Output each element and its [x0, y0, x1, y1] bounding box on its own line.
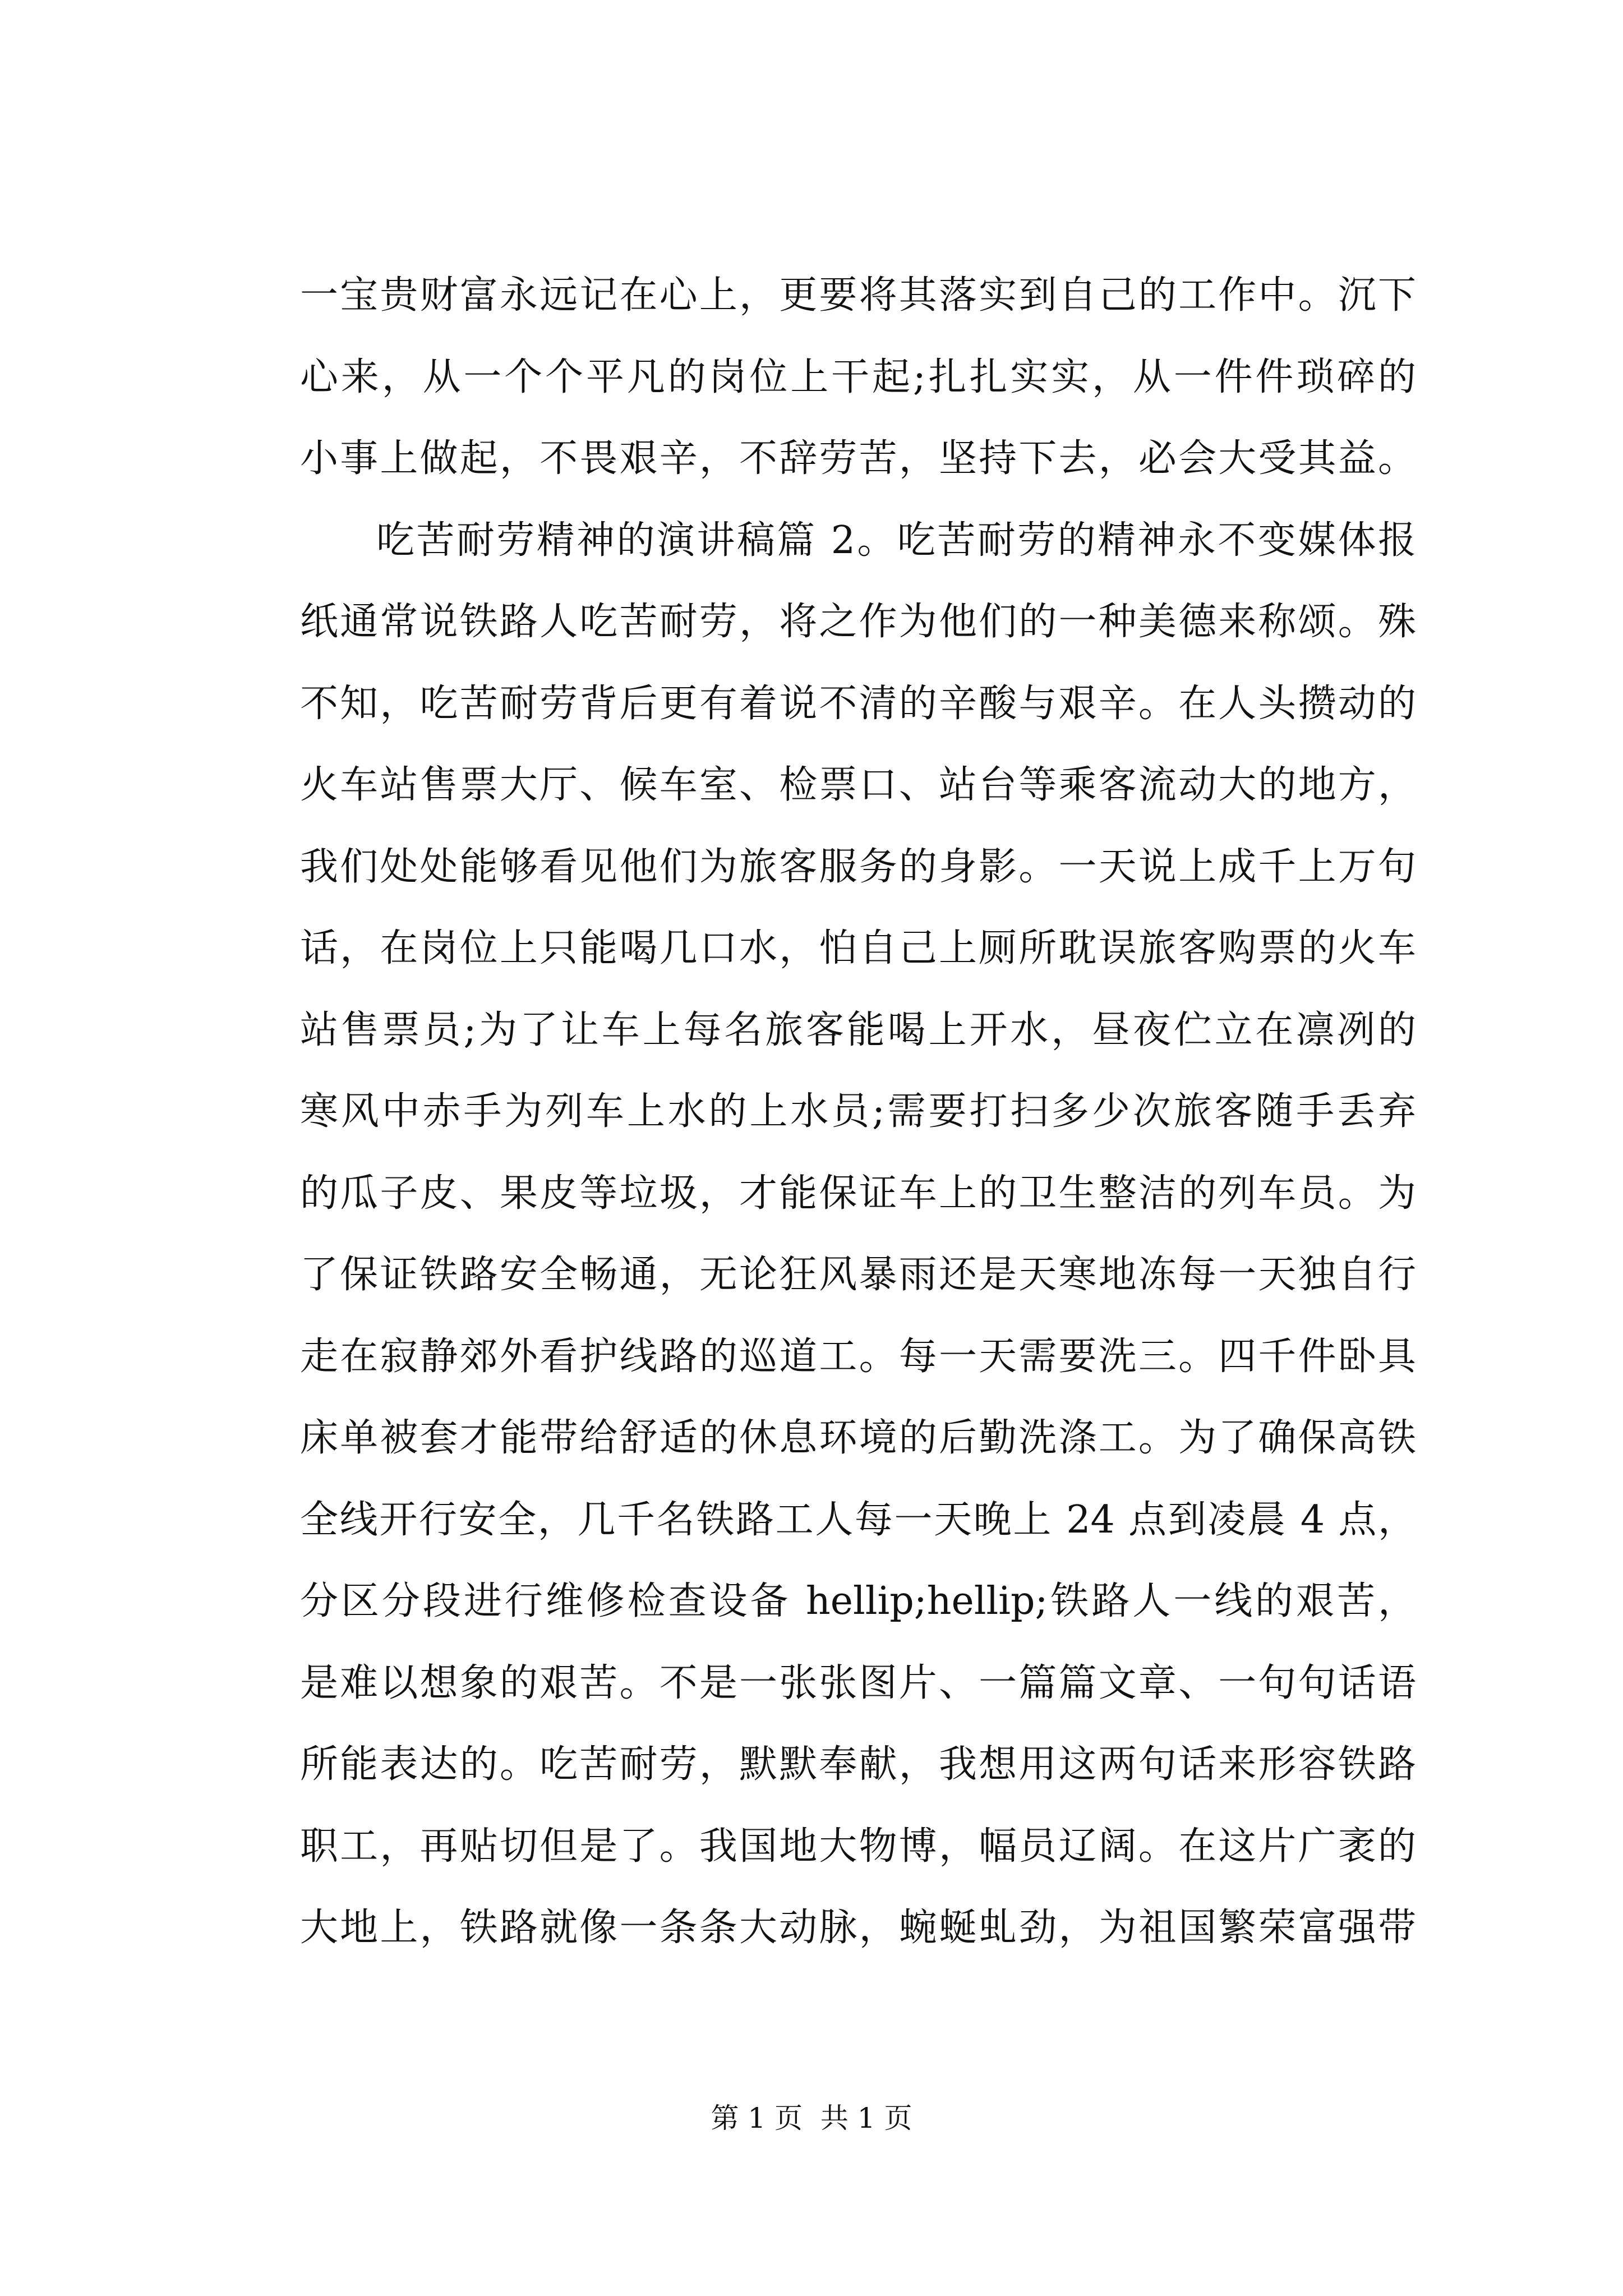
text-line: 职工，再贴切但是了。我国地大物博，幅员辽阔。在这片广袤的 [300, 1824, 1416, 1869]
text-line: 的瓜子皮、果皮等垃圾，才能保证车上的卫生整洁的列车员。为 [300, 1171, 1416, 1216]
text-line: 床单被套才能带给舒适的休息环境的后勤洗涤工。为了确保高铁 [300, 1416, 1416, 1460]
text-line: 不知，吃苦耐劳背后更有着说不清的辛酸与艰辛。在人头攒动的 [300, 681, 1416, 726]
text-line: 站售票员;为了让车上每名旅客能喝上开水，昼夜伫立在凛冽的 [300, 1007, 1416, 1052]
text-line: 了保证铁路安全畅通，无论狂风暴雨还是天寒地冻每一天独自行 [300, 1253, 1416, 1297]
text-line: 分区分段进行维修检查设备 hellip;hellip;铁路人一线的艰苦， [300, 1579, 1416, 1623]
text-line: 小事上做起，不畏艰辛，不辞劳苦，坚持下去，必会大受其益。 [300, 436, 1416, 481]
text-line: 一宝贵财富永远记在心上，更要将其落实到自己的工作中。沉下 [300, 273, 1416, 318]
text-line: 火车站售票大厅、候车室、检票口、站台等乘客流动大的地方， [300, 763, 1416, 807]
text-line: 是难以想象的艰苦。不是一张张图片、一篇篇文章、一句句话语 [300, 1660, 1416, 1705]
page-number-footer: 第 1 页 共 1 页 [711, 2102, 912, 2134]
paragraph-first-line: 吃苦耐劳精神的演讲稿篇 2。吃苦耐劳的精神永不变媒体报 [376, 518, 1416, 563]
text-line: 心来，从一个个平凡的岗位上干起;扎扎实实，从一件件琐碎的 [300, 355, 1416, 399]
text-line: 话，在岗位上只能喝几口水，怕自己上厕所耽误旅客购票的火车 [300, 926, 1416, 970]
text-line: 全线开行安全，几千名铁路工人每一天晚上 24 点到凌晨 4 点， [300, 1497, 1416, 1542]
text-line: 我们处处能够看见他们为旅客服务的身影。一天说上成千上万句 [300, 844, 1416, 889]
body-text [300, 255, 1416, 1969]
text-line: 所能表达的。吃苦耐劳，默默奉献，我想用这两句话来形容铁路 [300, 1742, 1416, 1787]
text-line: 纸通常说铁路人吃苦耐劳，将之作为他们的一种美德来称颂。殊 [300, 600, 1416, 644]
text-line: 走在寂静郊外看护线路的巡道工。每一天需要洗三。四千件卧具 [300, 1334, 1416, 1379]
text-line: 大地上，铁路就像一条条大动脉，蜿蜒虬劲，为祖国繁荣富强带 [300, 1906, 1416, 1950]
text-line: 寒风中赤手为列车上水的上水员;需要打扫多少次旅客随手丢弃 [300, 1089, 1416, 1134]
